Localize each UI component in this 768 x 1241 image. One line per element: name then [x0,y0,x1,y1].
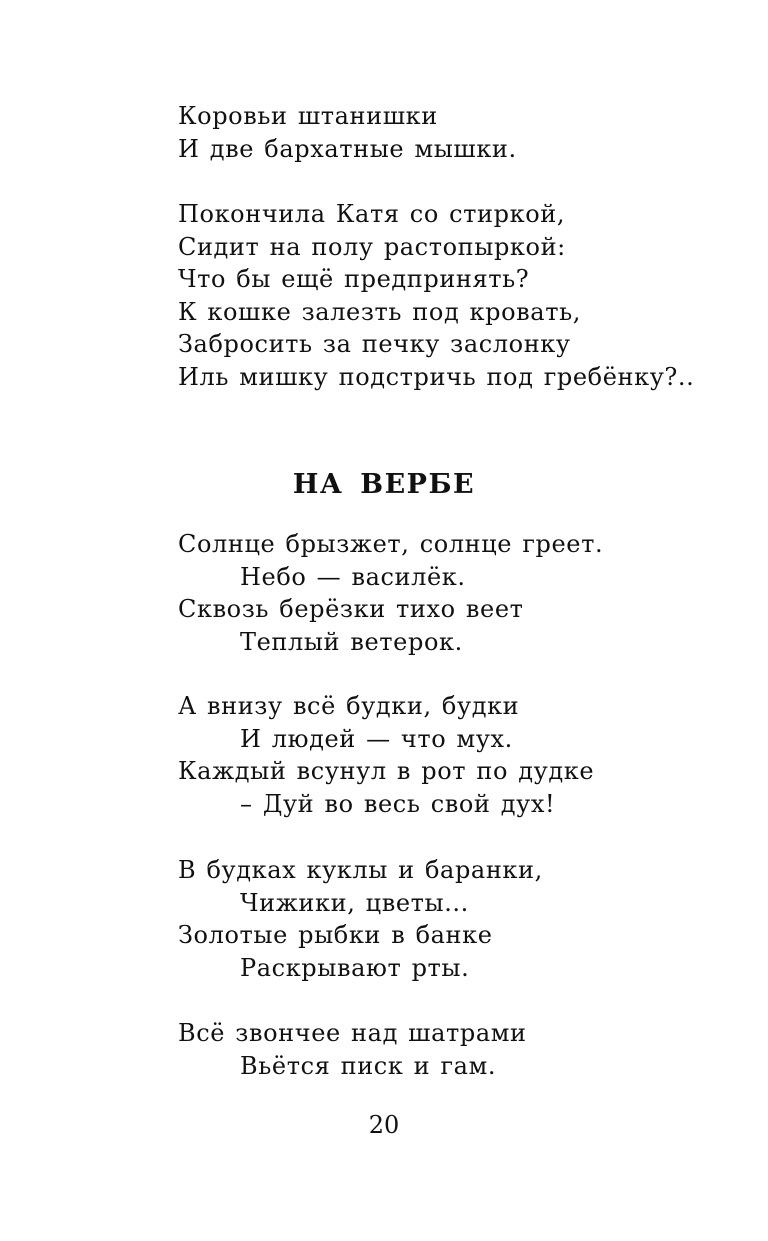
poem-line: Небо — василёк. [240,562,466,591]
stanza-4 [178,690,738,820]
poem-line: Сквозь берёзки тихо веет [178,595,524,624]
poem-line: Раскрывают рты. [240,953,470,982]
poem-line: Вьётся писк и гам. [240,1051,497,1080]
poem-line: Сидит на полу растопыркой: [178,232,566,261]
poem-line: И две бархатные мышки. [178,134,517,163]
poem-line: Иль мишку подстричь под гребёнку?.. [178,362,695,391]
stanza-3 [178,528,738,658]
poem-line: Что бы ещё предпринять? [178,265,530,294]
poem-line: Покончила Катя со стиркой, [178,200,566,228]
poem-line: Чижики, цветы... [240,888,469,917]
poem-line: Солнце брызжет, солнце греет. [178,530,604,558]
poem-line: – Дуй во весь свой дух! [240,789,556,818]
poem-line: Теплый ветерок. [240,627,463,656]
poem-line: Золотые рыбки в банке [178,921,493,950]
stanza-6 [178,1017,738,1082]
poem-line: В будках куклы и баранки, [178,856,543,884]
stanza-5 [178,854,738,984]
stanza-2 [178,198,738,394]
page-number: 20 [368,1111,400,1139]
poem-line: К кошке залезть под кровать, [178,297,581,326]
poem-line: Всё звончее над шатрами [178,1019,527,1047]
poem-line: И людей — что мух. [240,724,513,753]
poem-line: Коровьи штанишки [178,102,438,130]
poem-line: А внизу всё будки, будки [178,692,520,720]
poem-line: Забросить за печку заслонку [178,330,571,359]
poem-line: Каждый всунул в рот по дудке [178,757,595,786]
stanza-1 [178,100,738,165]
poem-title: НА ВЕРБЕ [292,469,476,500]
